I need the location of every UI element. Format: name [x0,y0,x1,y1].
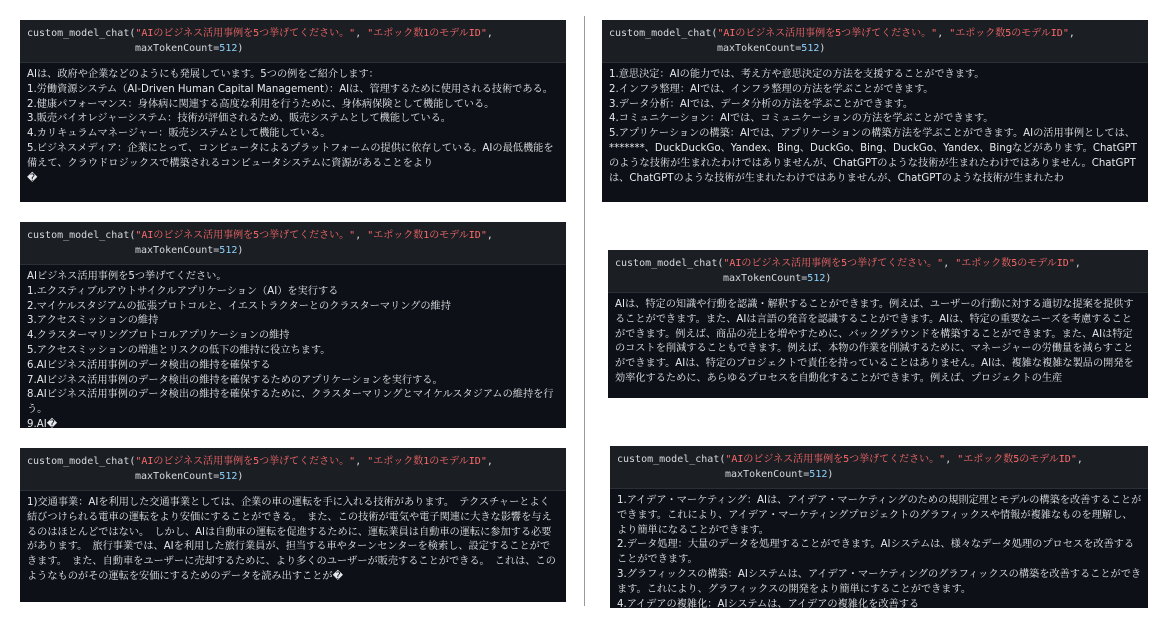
token-count: 512 [219,245,238,256]
output-line: AIビジネス活用事例を5つ挙げてください。 [27,271,227,282]
output-line: 2.健康パフォーマンス：身体病に関連する高度な利用を行うために、身体病保険として機能している。 [27,98,495,110]
separator: , [355,28,368,39]
notebook-cell-5 [608,250,1148,398]
token-count: 512 [807,273,826,284]
model-id-string: "エポック数5のモデルID" [949,28,1069,39]
cell-output [615,298,1142,387]
prompt-string: "AIのビジネス活用事例を5つ挙げてください。" [135,28,356,39]
output-line: AIは、特定の知識や行動を認識・解釈することができます。例えば、ユーザーの行動に対する適切な提案を提供することができます。また、AIは言語の発音を認識することができます。AIは、特定の重要なニーズを考慮することができます。例えば、商品の売上を増やすために、バックグラウンドを構築することができます。また、AIは特定のコストを削減することもできます。例えば、本物の作業を削減するために、マネージャーの労働量を減らすことができます。AIは、特定のプロジェクトで責任を持っていることはありません。AIは、複雑な複雑な製品の開発を効率化するために、あらゆるプロセスを自動化することができます。例えば、プロジェクトの生産 [615,299,1134,384]
model-id-string: "エポック数5のモデルID" [957,454,1077,465]
prompt-string: "AIのビジネス活用事例を5つ挙げてください。" [725,454,946,465]
function-name: custom_model_chat( [27,28,136,39]
separator: , [943,258,956,269]
output-line: 3.アクセスミッションの維持 [27,315,159,327]
model-id-string: "エポック数1のモデルID" [367,28,487,39]
output-line: 1.エクスティブルアウトサイクルアプリケーション（AI）を実行する [27,285,339,297]
output-line: 1)交通事業：AIを利用した交通事業としては、企業の車の運転を手に入れる技術があります。 テクスチャーとよく結びつけられる電車の運転をより安価にすることができる。 また、この技術が電気や電子関連に大きな影響を与えるのはほとんどではない。 しかし、AIは自動車の運転を促進するために、運転業員は自動車の運転に参加する必要があります。 旅行事業では、AIを利用した旅行業員が、担当する車やターンセンターを検索し、設定することができます。 また、自動車をユーザーに売却するために、より多くのユーザーが販売することができる。 これは、このようなものがその運転を安価にするためのデータを読み出すことが� [27,497,556,582]
prompt-string: "AIのビジネス活用事例を5つ挙げてください。" [723,258,944,269]
code-input [610,446,1148,489]
output-line: 2.データ処理：大量のデータを処理することができます。AIシステムは、様々なデータ処理のプロセスを改善することができます。 [617,539,1135,566]
token-count: 512 [801,43,820,54]
cell-output [27,68,560,186]
output-line: 4.カリキュラムマネージャー：販売システムとして機能している。 [27,128,331,140]
output-line: 1.意思決定：AIの能力では、考え方や意思決定の方法を支援することができます。 [609,69,985,80]
output-line: 5.アプリケーションの構築：AIでは、アプリケーションの構築方法を学ぶことができます。AIの活用事例としては、*******、DuckDuckGo、Yandex、Bing、DuckGo、Bing、DuckGo、Yandex、Bingなどがあります。ChatGPTのような技術が生まれたわけではありませんが、ChatGPTのような技術が生まれたわけではありません。ChatGPTは、ChatGPTのような技術が生まれたわけではありませんが、ChatGPTのような技術が生まれたわ [609,128,1137,184]
model-id-string: "エポック数5のモデルID" [955,258,1075,269]
output-line: 3.販売バイオレジャーシステム：技術が評価されるため、販売システムとして機能している。 [27,113,451,125]
output-line: AIは、政府や企業などのようにも発展しています。5つの例をご紹介します： [27,69,379,80]
separator: , [486,28,493,39]
separator: , [1076,454,1083,465]
model-id-string: "エポック数1のモデルID" [367,456,487,467]
separator: , [1074,258,1081,269]
output-line: 5.ビジネスメディア：企業にとって、コンピュータによるプラットフォームの提供に依存している。AIの最低機能を備えて、クラウドロジックスで構築されるコンピュータシステムに資源があることをより [27,142,554,169]
kw-arg: maxTokenCount= [723,273,808,284]
kw-arg: maxTokenCount= [135,471,220,482]
output-line: 5.アクセスミッションの増進とリスクの低下の維持に役立ちます。 [27,344,331,356]
output-line: 4.クラスターマリングプロトコルアプリケーションの維持 [27,330,290,342]
code-input [20,20,566,63]
function-name: custom_model_chat( [27,230,136,241]
output-line: 2.マイケルスタジアムの拡張プロトコルと、イエストラクターとのクラスターマリングの維持 [27,300,451,312]
cell-output [609,68,1142,186]
close-paren: ) [827,469,834,480]
token-count: 512 [219,471,238,482]
kw-arg: maxTokenCount= [135,43,220,54]
notebook-cell-6 [610,446,1148,608]
output-line: 6.AIビジネス活用事例のデータ検出の維持を確保する [27,359,271,371]
output-line: 8.AIビジネス活用事例のデータ検出の維持を確保するために、クラスターマリングとマイケルスタジアムの維持を行う。 [27,389,554,416]
separator: , [355,456,368,467]
cell-output [27,270,560,428]
separator: , [486,456,493,467]
separator: , [1068,28,1075,39]
separator: , [937,28,950,39]
output-line: 7.AIビジネス活用事例のデータ検出の維持を確保するためのアプリケーションを実行する。 [27,374,443,386]
code-input [20,222,566,265]
notebook-cell-3 [20,448,566,602]
function-name: custom_model_chat( [617,454,726,465]
code-input [608,250,1148,293]
function-name: custom_model_chat( [609,28,718,39]
code-input [602,20,1148,63]
cell-output [27,496,560,585]
separator: , [355,230,368,241]
output-line: 1.アイデア・マーケティング：AIは、アイデア・マーケティングのための規則定理とモデルの構築を改善することができます。これにより、アイデア・マーケティングプロジェクトのグラフィックスや情報が複雑なものを理解し、より簡単になることができます。 [617,495,1142,536]
cell-output [617,494,1142,608]
prompt-string: "AIのビジネス活用事例を5つ挙げてください。" [135,230,356,241]
output-line: 9.AI� [27,418,58,428]
code-input [20,448,566,491]
output-line: 2.インフラ整理：AIでは、インフラ整理の方法を学ぶことができます。 [609,83,934,95]
close-paren: ) [825,273,832,284]
output-line: � [27,172,38,184]
model-id-string: "エポック数1のモデルID" [367,230,487,241]
output-line: 1.労働資源システム（AI-Driven Human Capital Management）：AIは、管理するために使用される技術である。 [27,83,553,95]
output-line: 4.アイデアの複雑化：AIシステムは、アイデアの複雑化を改善する [617,598,920,608]
output-line: 3.グラフィックスの構築：AIシステムは、アイデア・マーケティングのグラフィックスの構築を改善することができます。これにより、グラフィックスの開発をより簡単にすることができます。 [617,568,1142,595]
output-line: 4.コミュニケーション：AIでは、コミュニケーションの方法を学ぶことができます。 [609,113,994,125]
column-divider [584,16,585,606]
kw-arg: maxTokenCount= [725,469,810,480]
close-paren: ) [819,43,826,54]
separator: , [945,454,958,465]
kw-arg: maxTokenCount= [717,43,802,54]
notebook-cell-4 [602,20,1148,202]
notebook-cell-2 [20,222,566,428]
notebook-cell-1 [20,20,566,202]
token-count: 512 [809,469,828,480]
function-name: custom_model_chat( [27,456,136,467]
prompt-string: "AIのビジネス活用事例を5つ挙げてください。" [717,28,938,39]
function-name: custom_model_chat( [615,258,724,269]
prompt-string: "AIのビジネス活用事例を5つ挙げてください。" [135,456,356,467]
output-line: 3.データ分析：AIでは、データ分析の方法を学ぶことができます。 [609,98,914,110]
close-paren: ) [237,245,244,256]
token-count: 512 [219,43,238,54]
separator: , [486,230,493,241]
close-paren: ) [237,43,244,54]
close-paren: ) [237,471,244,482]
kw-arg: maxTokenCount= [135,245,220,256]
